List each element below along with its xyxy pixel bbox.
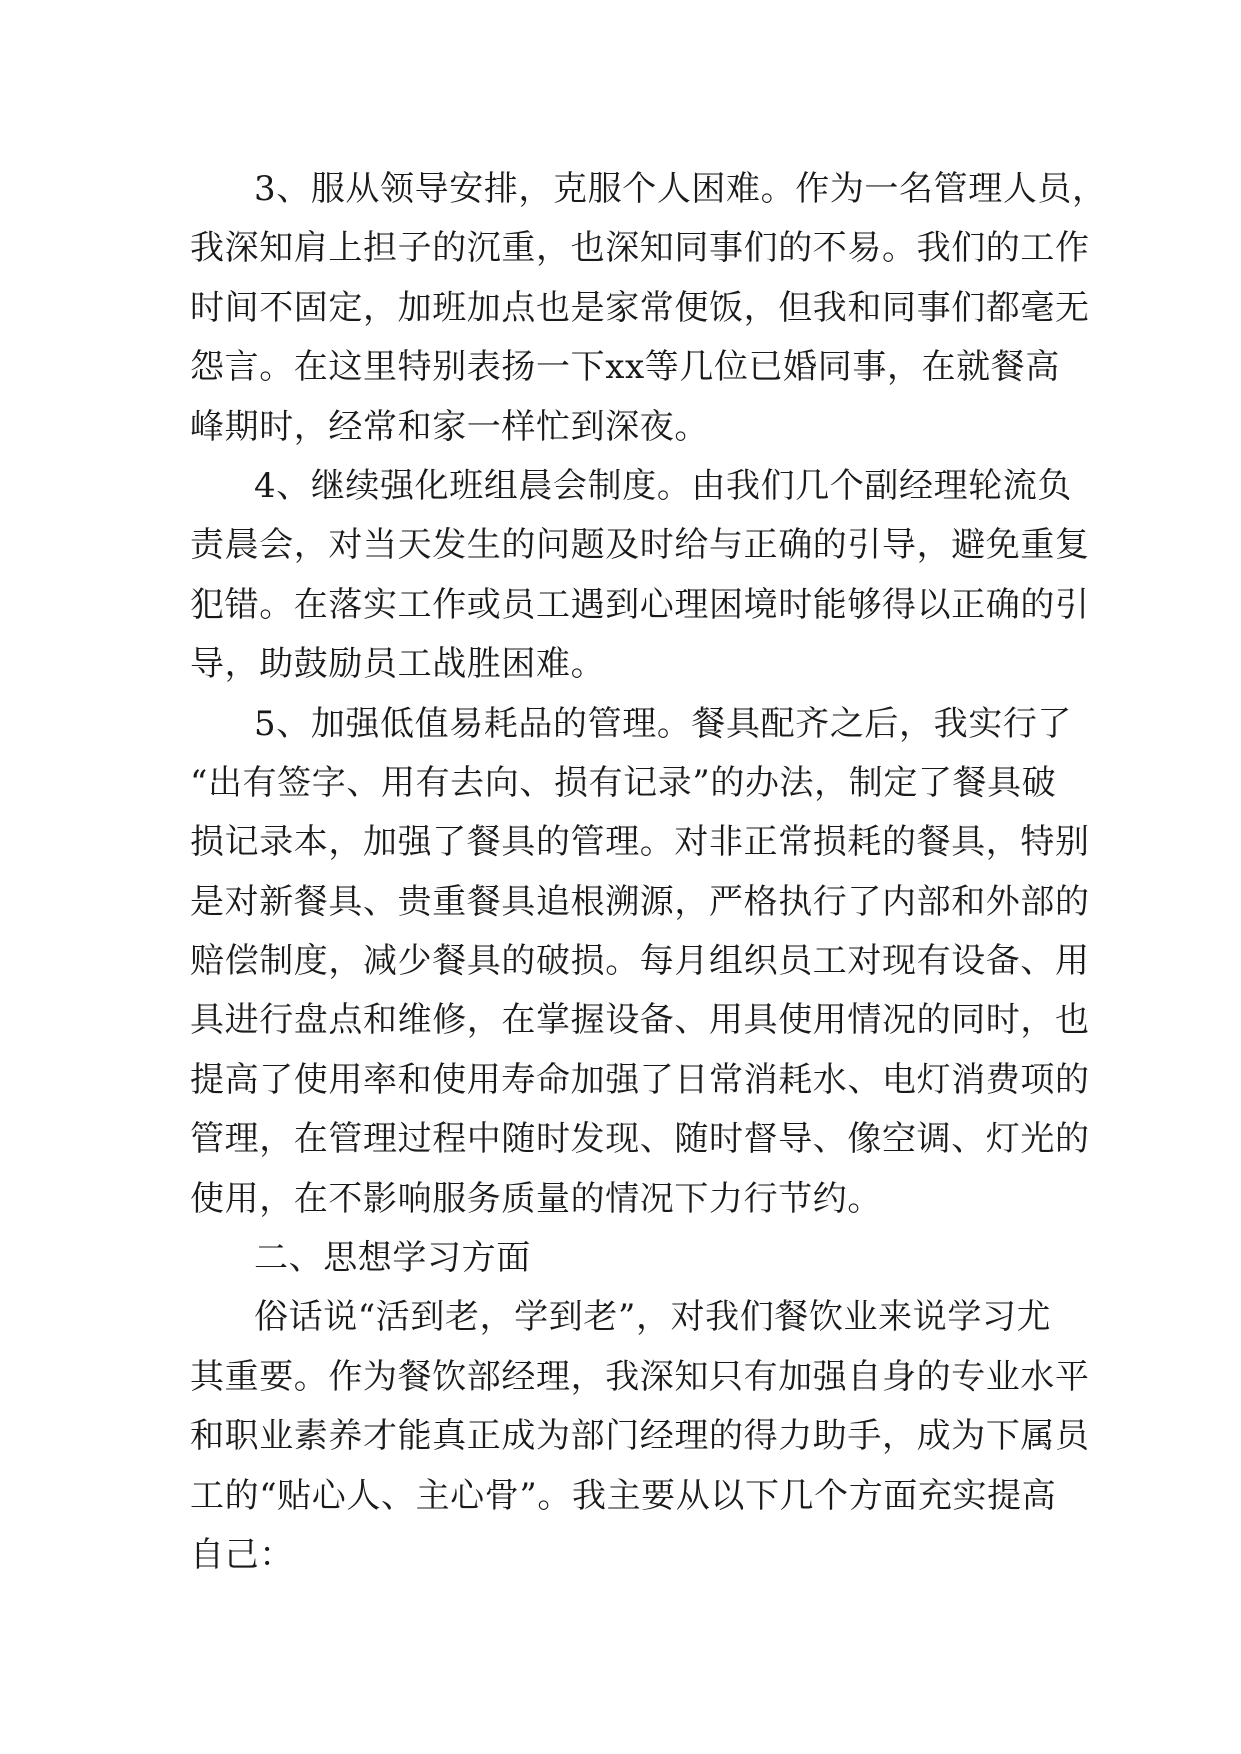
text-line: 具进行盘点和维修，在掌握设备、用具使用情况的同时，也 xyxy=(190,1000,1090,1041)
text-line: 是对新餐具、贵重餐具追根溯源，严格执行了内部和外部的 xyxy=(190,881,1090,922)
text-line: 4、继续强化班组晨会制度。由我们几个副经理轮流负 xyxy=(254,465,1073,506)
text-line: 管理，在管理过程中随时发现、随时督导、像空调、灯光的 xyxy=(190,1119,1090,1160)
text-line: 我深知肩上担子的沉重，也深知同事们的不易。我们的工作 xyxy=(190,228,1090,269)
text-line: 峰期时，经常和家一样忙到深夜。 xyxy=(190,406,709,447)
text-line: 和职业素养才能真正成为部门经理的得力助手，成为下属员 xyxy=(190,1416,1090,1457)
text-line: 赔偿制度，减少餐具的破损。每月组织员工对现有设备、用 xyxy=(190,941,1090,982)
text-line: 使用，在不影响服务质量的情况下力行节约。 xyxy=(190,1178,882,1219)
text-line: 3、服从领导安排，克服个人困难。作为一名管理人员， xyxy=(254,169,1107,209)
text-line: “出有签字、用有去向、损有记录”的办法，制定了餐具破 xyxy=(190,762,1057,803)
text-line: 损记录本，加强了餐具的管理。对非正常损耗的餐具，特别 xyxy=(190,822,1090,863)
text-line: 时间不固定，加班加点也是家常便饭，但我和同事们都毫无 xyxy=(190,287,1090,328)
text-line: 导，助鼓励员工战胜困难。 xyxy=(190,644,606,685)
text-line: 自己： xyxy=(190,1534,294,1575)
section-heading: 二、思想学习方面 xyxy=(254,1238,531,1279)
text-line: 提高了使用率和使用寿命加强了日常消耗水、电灯消费项的 xyxy=(190,1059,1090,1100)
text-line: 5、加强低值易耗品的管理。餐具配齐之后，我实行了 xyxy=(254,703,1073,744)
text-line: 犯错。在落实工作或员工遇到心理困境时能够得以正确的引 xyxy=(190,584,1090,625)
document-body xyxy=(190,160,1107,1585)
text-line: 俗话说“活到老，学到老”，对我们餐饮业来说学习尤 xyxy=(254,1297,1052,1338)
text-line: 怨言。在这里特别表扬一下xx等几位已婚同事，在就餐高 xyxy=(190,347,1060,388)
text-line: 工的“贴心人、主心骨”。我主要从以下几个方面充实提高 xyxy=(190,1475,1057,1516)
text-line: 责晨会，对当天发生的问题及时给与正确的引导，避免重复 xyxy=(190,525,1090,566)
text-line: 其重要。作为餐饮部经理，我深知只有加强自身的专业水平 xyxy=(190,1356,1090,1397)
